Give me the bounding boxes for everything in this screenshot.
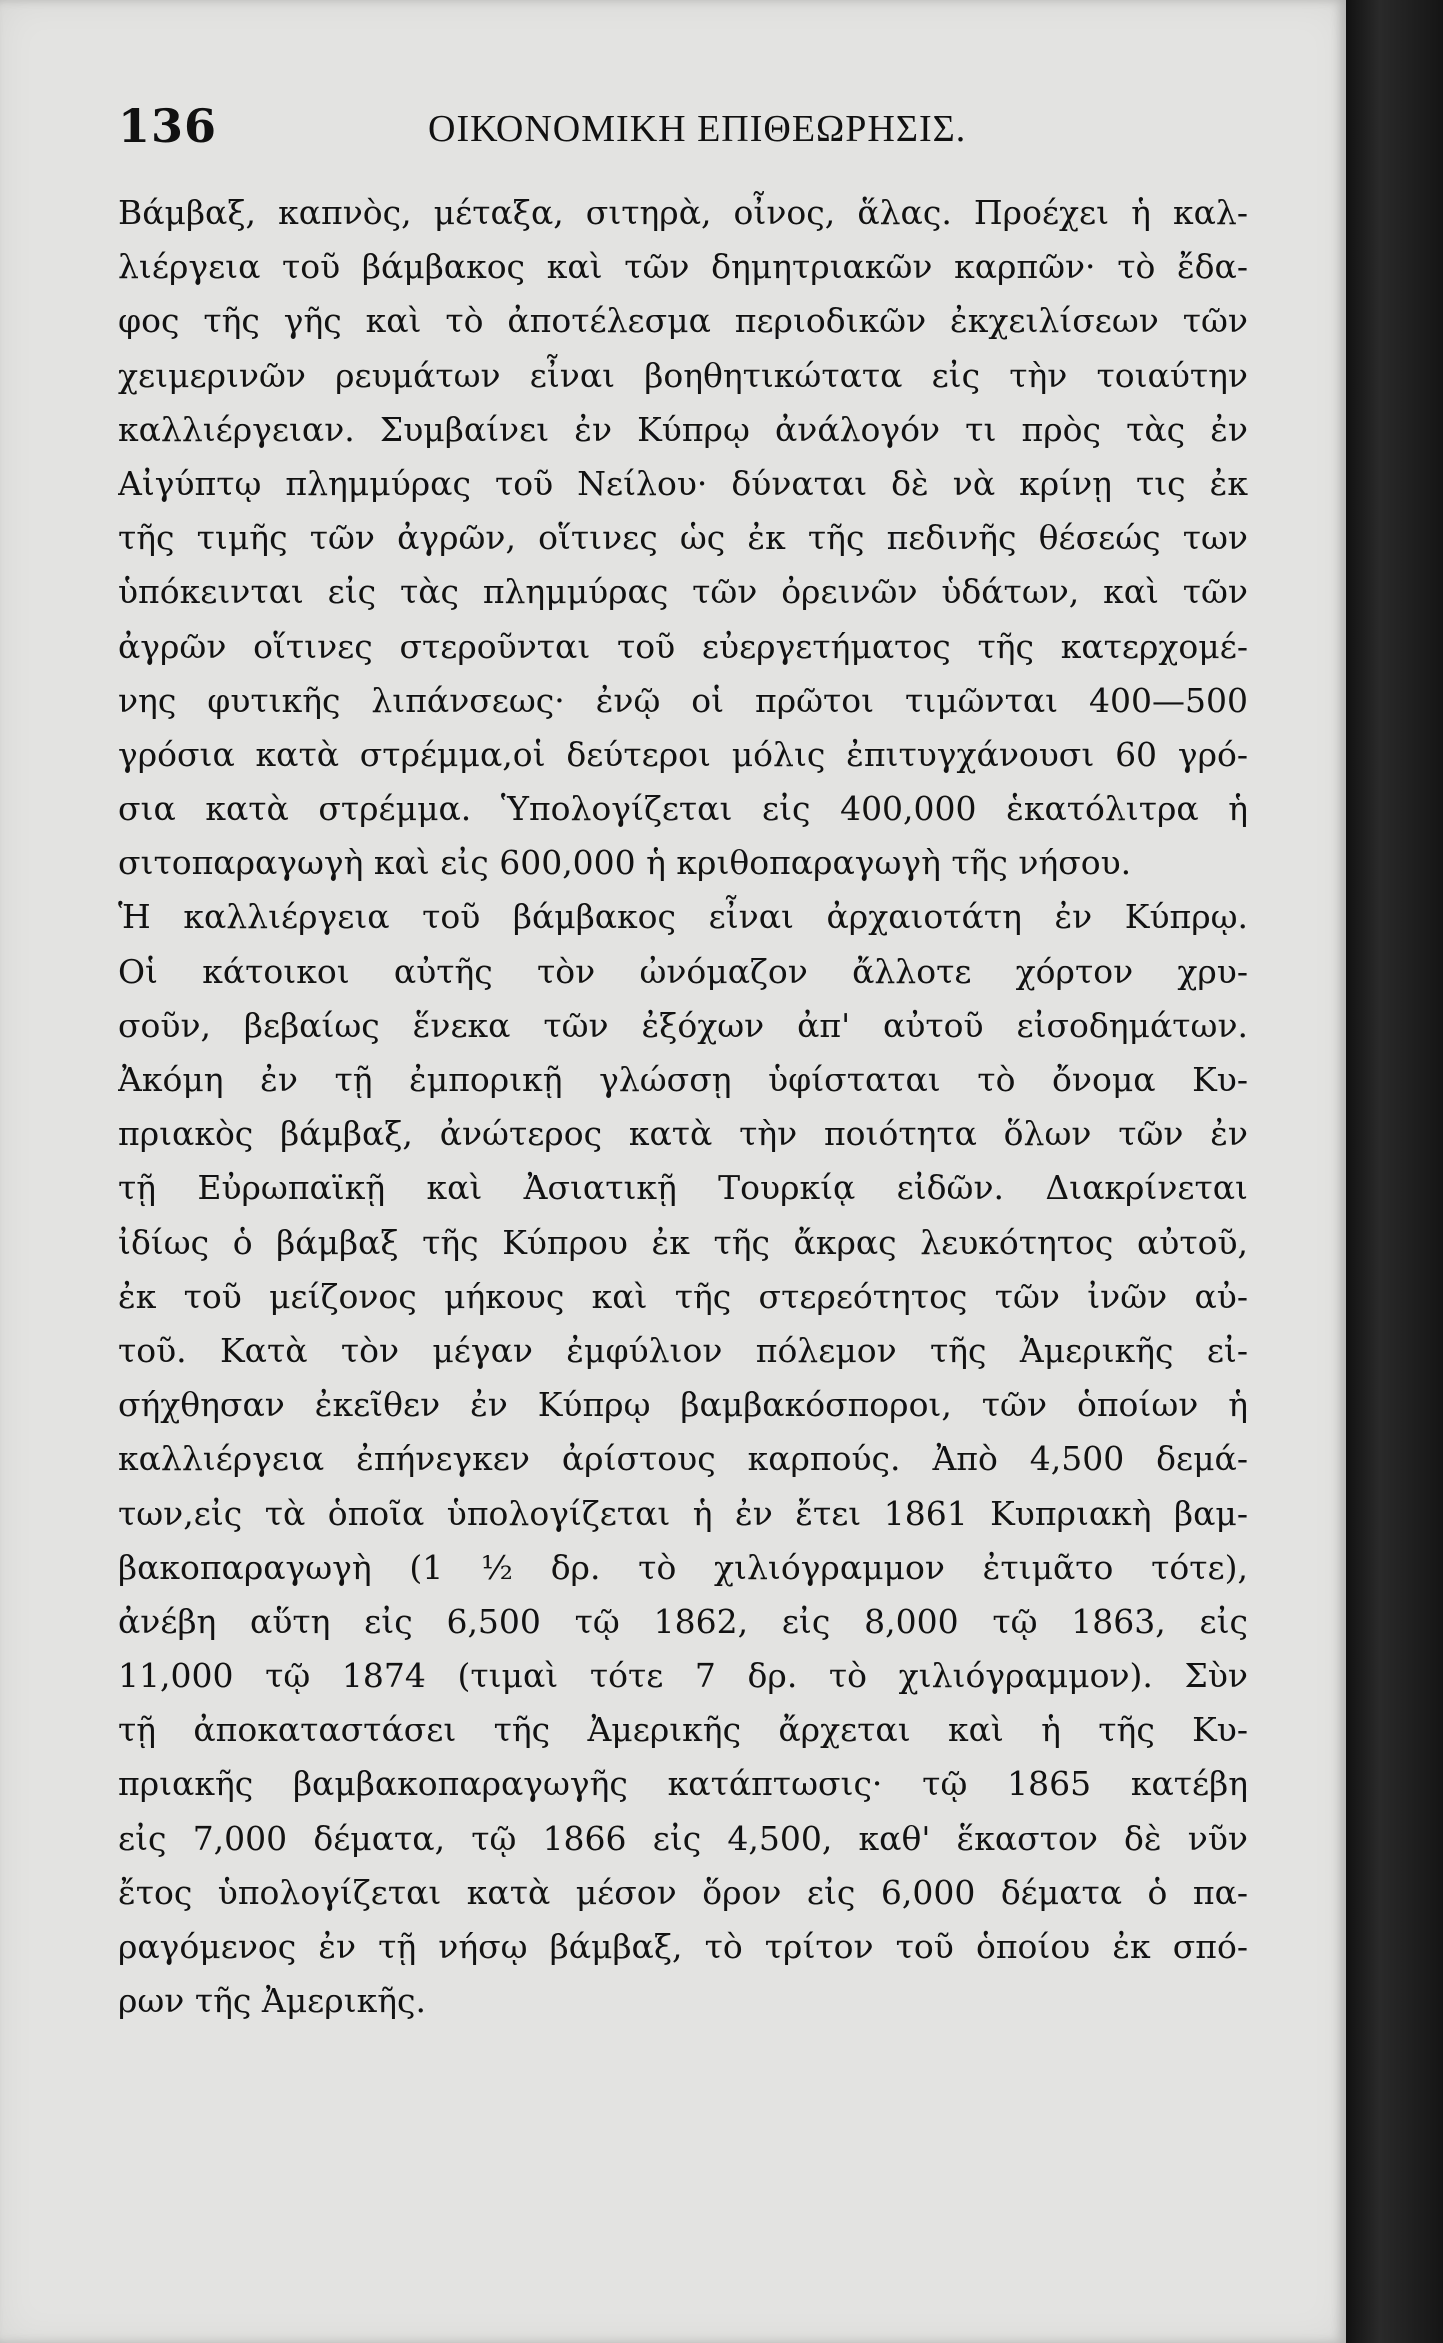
text-line: πριακὸς βάμβαξ, ἀνώτερος κατὰ τὴν ποιότητα ὅλων τῶν ἐν (118, 1114, 1248, 1154)
text-line: φος τῆς γῆς καὶ τὸ ἀποτέλεσμα περιοδικῶν ἐκχειλίσεων τῶν (118, 301, 1248, 341)
text-line: Οἱ κάτοικοι αὐτῆς τὸν ὠνόμαζον ἄλλοτε χόρτον χρυ- (118, 951, 1248, 991)
text-line: των,εἰς τὰ ὁποῖα ὑπολογίζεται ἡ ἐν ἔτει 1861 Κυπριακὴ βαμ- (118, 1493, 1248, 1533)
text-line: τοῦ. Κατὰ τὸν μέγαν ἐμφύλιον πόλεμον τῆς Ἀμερικῆς εἰ- (118, 1330, 1248, 1370)
text-line: γρόσια κατὰ στρέμμα,οἱ δεύτεροι μόλις ἐπιτυγχάνουσι 60 γρό- (118, 734, 1248, 774)
text-line: τῇ Εὐρωπαϊκῇ καὶ Ἀσιατικῇ Τουρκίᾳ εἰδῶν. Διακρίνεται (118, 1168, 1248, 1208)
text-line: ρων τῆς Ἀμερικῆς. (118, 1981, 426, 2021)
text-line: λιέργεια τοῦ βάμβακος καὶ τῶν δημητριακῶν καρπῶν· τὸ ἔδα- (118, 247, 1248, 287)
text-line: καλλιέργεια ἐπήνεγκεν ἀρίστους καρπούς. Ἀπὸ 4,500 δεμά- (118, 1439, 1248, 1479)
page-header (118, 96, 1268, 156)
text-line: Αἰγύπτῳ πλημμύρας τοῦ Νείλου· δύναται δὲ νὰ κρίνῃ τις ἐκ (118, 463, 1248, 503)
book-spine-edge (1346, 0, 1443, 2343)
text-line: εἰς 7,000 δέματα, τῷ 1866 εἰς 4,500, καθ' ἕκαστον δὲ νῦν (118, 1818, 1248, 1858)
text-line: πριακῆς βαμβακοπαραγωγῆς κατάπτωσις· τῷ 1865 κατέβη (118, 1764, 1248, 1804)
text-line: 11,000 τῷ 1874 (τιμαὶ τότε 7 δρ. τὸ χιλιόγραμμον). Σὺν (118, 1656, 1248, 1696)
text-line: ἐκ τοῦ μείζονος μήκους καὶ τῆς στερεότητος τῶν ἰνῶν αὐ- (118, 1276, 1248, 1316)
text-line: ραγόμενος ἐν τῇ νήσῳ βάμβαξ, τὸ τρίτον τοῦ ὁποίου ἐκ σπό- (118, 1927, 1248, 1966)
body-text (118, 186, 1248, 2028)
text-line: βακοπαραγωγὴ (1 ½ δρ. τὸ χιλιόγραμμον ἐτιμᾶτο τότε), (118, 1547, 1248, 1587)
text-line: Ἀκόμη ἐν τῇ ἐμπορικῇ γλώσσῃ ὑφίσταται τὸ ὄνομα Κυ- (118, 1060, 1248, 1099)
text-line: σια κατὰ στρέμμα. Ὑπολογίζεται εἰς 400,000 ἑκατόλιτρα ἡ (118, 789, 1248, 829)
text-line: σήχθησαν ἐκεῖθεν ἐν Κύπρῳ βαμβακόσποροι, τῶν ὁποίων ἡ (118, 1385, 1248, 1425)
text-line: καλλιέργειαν. Συμβαίνει ἐν Κύπρῳ ἀνάλογόν τι πρὸς τὰς ἐν (118, 409, 1248, 449)
running-title: ΟΙΚΟΝΟΜΙΚΗ ΕΠΙΘΕΩΡΗΣΙΣ. (428, 108, 967, 150)
text-line: ὑπόκεινται εἰς τὰς πλημμύρας τῶν ὀρεινῶν ὑδάτων, καὶ τῶν (118, 572, 1248, 612)
text-line: Βάμβαξ, καπνὸς, μέταξα, σιτηρὰ, οἶνος, ἅλας. Προέχει ἡ καλ- (118, 193, 1248, 232)
text-line: τῆς τιμῆς τῶν ἀγρῶν, οἵτινες ὡς ἐκ τῆς πεδινῆς θέσεώς των (118, 518, 1248, 558)
text-line: τῇ ἀποκαταστάσει τῆς Ἀμερικῆς ἄρχεται καὶ ἡ τῆς Κυ- (118, 1710, 1248, 1750)
text-line: Ἡ καλλιέργεια τοῦ βάμβακος εἶναι ἀρχαιοτάτη ἐν Κύπρῳ. (118, 897, 1248, 937)
page-number: 136 (118, 99, 218, 153)
text-line: νης φυτικῆς λιπάνσεως· ἐνῷ οἱ πρῶτοι τιμῶνται 400—500 (118, 680, 1248, 720)
text-line: ἀνέβη αὕτη εἰς 6,500 τῷ 1862, εἰς 8,000 τῷ 1863, εἰς (118, 1601, 1248, 1641)
text-line: ἰδίως ὁ βάμβαξ τῆς Κύπρου ἐκ τῆς ἄκρας λευκότητος αὐτοῦ, (118, 1222, 1248, 1262)
text-line: σιτοπαραγωγὴ καὶ εἰς 600,000 ἡ κριθοπαραγωγὴ τῆς νήσου. (118, 843, 1132, 883)
text-line: σοῦν, βεβαίως ἕνεκα τῶν ἐξόχων ἀπ' αὐτοῦ εἰσοδημάτων. (118, 1005, 1248, 1045)
text-line: χειμερινῶν ρευμάτων εἶναι βοηθητικώτατα εἰς τὴν τοιαύτην (118, 355, 1248, 395)
text-line: ἀγρῶν οἵτινες στεροῦνται τοῦ εὐεργετήματος τῆς κατερχομέ- (118, 626, 1248, 666)
text-line: ἔτος ὑπολογίζεται κατὰ μέσον ὅρον εἰς 6,000 δέματα ὁ πα- (118, 1872, 1248, 1912)
